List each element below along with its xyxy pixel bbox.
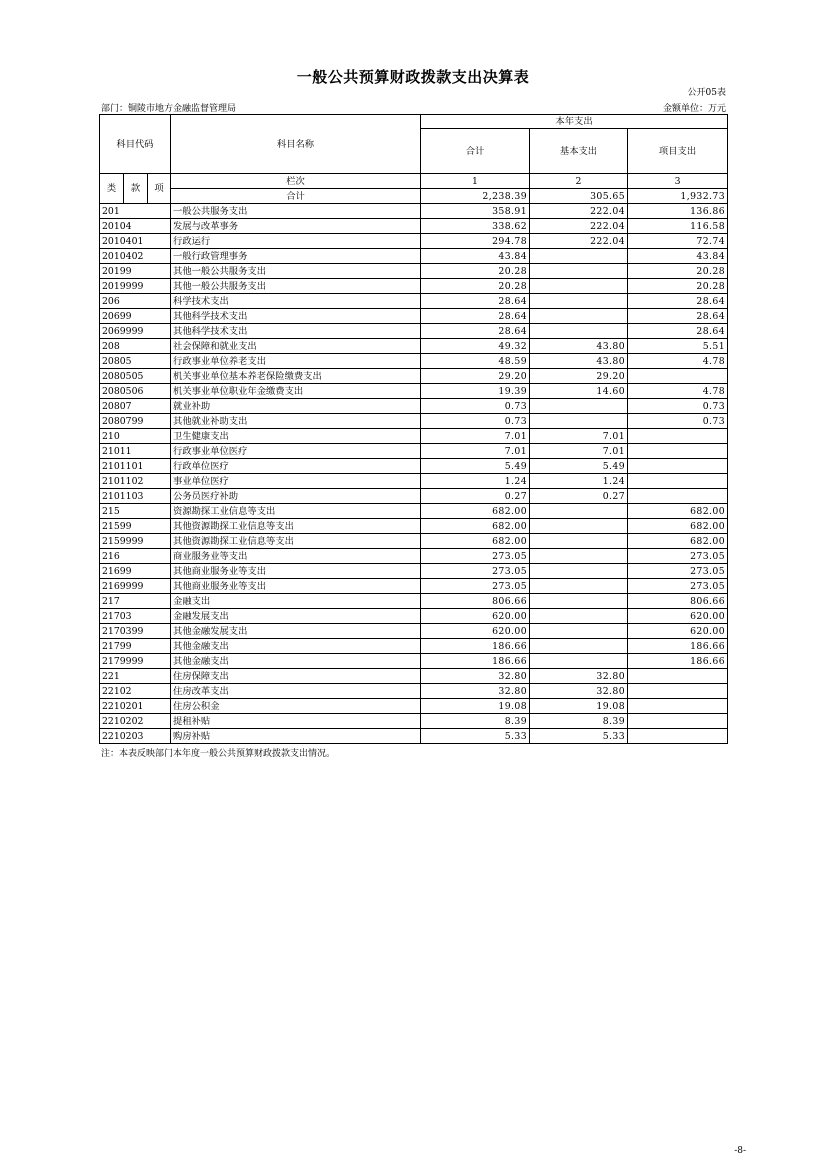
row-total: 0.73: [421, 399, 530, 414]
table-row: [100, 369, 728, 384]
row-code: 208: [100, 339, 171, 354]
table-row: [100, 399, 728, 414]
row-project: 20.28: [628, 279, 728, 294]
header-name: 科目名称: [171, 115, 421, 174]
row-code: 2210203: [100, 729, 171, 744]
summary-row: [100, 189, 728, 204]
row-project: 806.66: [628, 594, 728, 609]
table-row: [100, 549, 728, 564]
row-basic: [530, 654, 628, 669]
table-row: [100, 354, 728, 369]
row-name: 其他一般公共服务支出: [171, 264, 421, 279]
header-kuan: 款: [124, 174, 148, 204]
row-name: 机关事业单位基本养老保险缴费支出: [171, 369, 421, 384]
row-project: 116.58: [628, 219, 728, 234]
table-row: [100, 489, 728, 504]
row-basic: 1.24: [530, 474, 628, 489]
row-basic: [530, 399, 628, 414]
table-row: [100, 669, 728, 684]
row-project: 620.00: [628, 624, 728, 639]
row-code: 21599: [100, 519, 171, 534]
row-basic: [530, 279, 628, 294]
row-total: 43.84: [421, 249, 530, 264]
row-total: 806.66: [421, 594, 530, 609]
row-basic: [530, 294, 628, 309]
row-name: 其他金融支出: [171, 639, 421, 654]
table-row: [100, 564, 728, 579]
row-basic: [530, 519, 628, 534]
row-code: 217: [100, 594, 171, 609]
row-project: 72.74: [628, 234, 728, 249]
row-total: 32.80: [421, 669, 530, 684]
department-label: 部门：铜陵市地方金融监督管理局: [101, 104, 237, 114]
row-project: 186.66: [628, 639, 728, 654]
row-project: 273.05: [628, 579, 728, 594]
row-code: 2210202: [100, 714, 171, 729]
row-name: 其他资源勘探工业信息等支出: [171, 519, 421, 534]
row-code: 2101102: [100, 474, 171, 489]
row-project: 0.73: [628, 399, 728, 414]
unit-label: 金额单位：万元: [662, 104, 726, 114]
row-project: 28.64: [628, 294, 728, 309]
row-total: 7.01: [421, 429, 530, 444]
column-number-2: 2: [530, 174, 628, 189]
row-project: 4.78: [628, 384, 728, 399]
row-basic: 19.08: [530, 699, 628, 714]
row-total: 7.01: [421, 444, 530, 459]
row-name: 行政运行: [171, 234, 421, 249]
table-row: [100, 324, 728, 339]
row-total: 682.00: [421, 534, 530, 549]
summary-project: 1,932.73: [628, 189, 728, 204]
row-total: 338.62: [421, 219, 530, 234]
row-name: 金融发展支出: [171, 609, 421, 624]
table-row: [100, 429, 728, 444]
row-name: 其他科学技术支出: [171, 309, 421, 324]
table-row: [100, 264, 728, 279]
row-total: 20.28: [421, 279, 530, 294]
row-code: 201: [100, 204, 171, 219]
summary-label: 合计: [171, 189, 421, 204]
table-row: [100, 504, 728, 519]
row-code: 20699: [100, 309, 171, 324]
row-total: 620.00: [421, 609, 530, 624]
row-code: 2019999: [100, 279, 171, 294]
row-name: 其他商业服务业等支出: [171, 579, 421, 594]
table-row: [100, 474, 728, 489]
header-project: 项目支出: [628, 129, 728, 174]
row-total: 0.27: [421, 489, 530, 504]
row-project: 20.28: [628, 264, 728, 279]
form-code: 公开05表: [687, 88, 726, 98]
row-name: 就业补助: [171, 399, 421, 414]
row-code: 2179999: [100, 654, 171, 669]
row-code: 21703: [100, 609, 171, 624]
row-project: [628, 429, 728, 444]
row-basic: [530, 564, 628, 579]
row-project: 4.78: [628, 354, 728, 369]
row-name: 购房补贴: [171, 729, 421, 744]
row-project: [628, 699, 728, 714]
table-row: [100, 519, 728, 534]
row-basic: 222.04: [530, 234, 628, 249]
row-name: 住房保障支出: [171, 669, 421, 684]
table-row: [100, 534, 728, 549]
table-row: [100, 219, 728, 234]
row-basic: [530, 534, 628, 549]
row-code: 210: [100, 429, 171, 444]
row-basic: [530, 504, 628, 519]
column-number-3: 3: [628, 174, 728, 189]
row-basic: 8.39: [530, 714, 628, 729]
table-row: [100, 684, 728, 699]
row-total: 28.64: [421, 294, 530, 309]
table-row: [100, 624, 728, 639]
row-code: 206: [100, 294, 171, 309]
row-total: 186.66: [421, 639, 530, 654]
row-basic: 14.60: [530, 384, 628, 399]
row-basic: 43.80: [530, 354, 628, 369]
header-basic: 基本支出: [530, 129, 628, 174]
table-row: [100, 654, 728, 669]
header-code: 科目代码: [100, 115, 171, 174]
row-total: 273.05: [421, 579, 530, 594]
table-row: [100, 234, 728, 249]
row-basic: [530, 594, 628, 609]
row-basic: [530, 549, 628, 564]
row-code: 21799: [100, 639, 171, 654]
column-number-1: 1: [421, 174, 530, 189]
row-basic: [530, 624, 628, 639]
row-total: 273.05: [421, 549, 530, 564]
row-project: [628, 714, 728, 729]
row-total: 20.28: [421, 264, 530, 279]
row-code: 21011: [100, 444, 171, 459]
row-basic: [530, 414, 628, 429]
row-basic: [530, 324, 628, 339]
row-basic: [530, 309, 628, 324]
table-row: [100, 609, 728, 624]
header-lei: 类: [100, 174, 124, 204]
row-basic: 5.33: [530, 729, 628, 744]
header-total: 合计: [421, 129, 530, 174]
row-total: 0.73: [421, 414, 530, 429]
row-total: 358.91: [421, 204, 530, 219]
column-number-label: 栏次: [171, 174, 421, 189]
row-name: 行政事业单位医疗: [171, 444, 421, 459]
row-total: 620.00: [421, 624, 530, 639]
row-basic: 7.01: [530, 429, 628, 444]
table-row: [100, 204, 728, 219]
row-name: 其他科学技术支出: [171, 324, 421, 339]
row-code: 2101103: [100, 489, 171, 504]
row-name: 社会保障和就业支出: [171, 339, 421, 354]
row-name: 事业单位医疗: [171, 474, 421, 489]
row-basic: [530, 609, 628, 624]
row-name: 科学技术支出: [171, 294, 421, 309]
row-basic: [530, 579, 628, 594]
row-total: 8.39: [421, 714, 530, 729]
row-total: 294.78: [421, 234, 530, 249]
table-row: [100, 729, 728, 744]
table-row: [100, 639, 728, 654]
row-name: 其他资源勘探工业信息等支出: [171, 534, 421, 549]
row-total: 19.39: [421, 384, 530, 399]
table-row: [100, 309, 728, 324]
row-project: [628, 489, 728, 504]
row-code: 2080505: [100, 369, 171, 384]
row-total: 186.66: [421, 654, 530, 669]
header-current-year: 本年支出: [421, 115, 728, 129]
row-total: 29.20: [421, 369, 530, 384]
table-row: [100, 459, 728, 474]
row-code: 221: [100, 669, 171, 684]
row-code: 2010402: [100, 249, 171, 264]
row-basic: 0.27: [530, 489, 628, 504]
row-code: 20199: [100, 264, 171, 279]
row-project: 273.05: [628, 549, 728, 564]
expenditure-table: [99, 114, 728, 744]
row-project: 43.84: [628, 249, 728, 264]
row-project: 136.86: [628, 204, 728, 219]
table-row: [100, 249, 728, 264]
row-code: 216: [100, 549, 171, 564]
row-name: 其他商业服务业等支出: [171, 564, 421, 579]
row-name: 住房公积金: [171, 699, 421, 714]
row-name: 其他金融支出: [171, 654, 421, 669]
row-basic: 7.01: [530, 444, 628, 459]
row-name: 住房改革支出: [171, 684, 421, 699]
row-code: 215: [100, 504, 171, 519]
page-number: -8-: [734, 1146, 746, 1156]
row-project: 5.51: [628, 339, 728, 354]
row-name: 机关事业单位职业年金缴费支出: [171, 384, 421, 399]
row-name: 一般行政管理事务: [171, 249, 421, 264]
row-total: 682.00: [421, 504, 530, 519]
row-project: [628, 444, 728, 459]
row-name: 其他一般公共服务支出: [171, 279, 421, 294]
row-project: [628, 729, 728, 744]
row-project: 273.05: [628, 564, 728, 579]
page-title: 一般公共预算财政拨款支出决算表: [296, 68, 530, 86]
row-code: 22102: [100, 684, 171, 699]
table-row: [100, 714, 728, 729]
summary-basic: 305.65: [530, 189, 628, 204]
row-project: 28.64: [628, 324, 728, 339]
row-basic: 5.49: [530, 459, 628, 474]
row-code: 2010401: [100, 234, 171, 249]
row-total: 49.32: [421, 339, 530, 354]
row-code: 2080799: [100, 414, 171, 429]
row-code: 20805: [100, 354, 171, 369]
row-project: 682.00: [628, 534, 728, 549]
row-code: 2169999: [100, 579, 171, 594]
table-row: [100, 444, 728, 459]
row-name: 资源勘探工业信息等支出: [171, 504, 421, 519]
row-project: 186.66: [628, 654, 728, 669]
row-basic: 29.20: [530, 369, 628, 384]
row-total: 28.64: [421, 309, 530, 324]
row-total: 1.24: [421, 474, 530, 489]
row-total: 19.08: [421, 699, 530, 714]
row-code: 2210201: [100, 699, 171, 714]
row-project: 28.64: [628, 309, 728, 324]
row-name: 商业服务业等支出: [171, 549, 421, 564]
row-project: [628, 669, 728, 684]
row-name: 其他就业补助支出: [171, 414, 421, 429]
header-xiang: 项: [148, 174, 171, 204]
table-row: [100, 294, 728, 309]
footnote: 注：本表反映部门本年度一般公共预算财政拨款支出情况。: [101, 749, 336, 759]
row-project: [628, 459, 728, 474]
table-row: [100, 579, 728, 594]
row-total: 273.05: [421, 564, 530, 579]
row-basic: 222.04: [530, 219, 628, 234]
row-name: 卫生健康支出: [171, 429, 421, 444]
row-name: 行政事业单位养老支出: [171, 354, 421, 369]
row-project: [628, 369, 728, 384]
row-name: 行政单位医疗: [171, 459, 421, 474]
row-project: 620.00: [628, 609, 728, 624]
summary-total: 2,238.39: [421, 189, 530, 204]
row-total: 28.64: [421, 324, 530, 339]
row-basic: 32.80: [530, 669, 628, 684]
row-name: 金融支出: [171, 594, 421, 609]
row-name: 提租补贴: [171, 714, 421, 729]
row-name: 一般公共服务支出: [171, 204, 421, 219]
row-basic: 222.04: [530, 204, 628, 219]
table-row: [100, 384, 728, 399]
row-total: 5.33: [421, 729, 530, 744]
row-total: 5.49: [421, 459, 530, 474]
row-total: 48.59: [421, 354, 530, 369]
row-basic: [530, 264, 628, 279]
row-code: 20807: [100, 399, 171, 414]
row-project: 0.73: [628, 414, 728, 429]
row-code: 2080506: [100, 384, 171, 399]
table-row: [100, 594, 728, 609]
row-project: [628, 684, 728, 699]
row-code: 20104: [100, 219, 171, 234]
row-basic: [530, 249, 628, 264]
row-total: 32.80: [421, 684, 530, 699]
row-basic: 43.80: [530, 339, 628, 354]
row-code: 2101101: [100, 459, 171, 474]
row-code: 2170399: [100, 624, 171, 639]
row-name: 其他金融发展支出: [171, 624, 421, 639]
row-code: 2159999: [100, 534, 171, 549]
row-total: 682.00: [421, 519, 530, 534]
row-code: 21699: [100, 564, 171, 579]
table-row: [100, 339, 728, 354]
table-row: [100, 414, 728, 429]
row-basic: 32.80: [530, 684, 628, 699]
row-project: [628, 474, 728, 489]
table-row: [100, 279, 728, 294]
row-code: 2069999: [100, 324, 171, 339]
row-name: 公务员医疗补助: [171, 489, 421, 504]
table-row: [100, 699, 728, 714]
row-project: 682.00: [628, 519, 728, 534]
row-project: 682.00: [628, 504, 728, 519]
row-basic: [530, 639, 628, 654]
row-name: 发展与改革事务: [171, 219, 421, 234]
